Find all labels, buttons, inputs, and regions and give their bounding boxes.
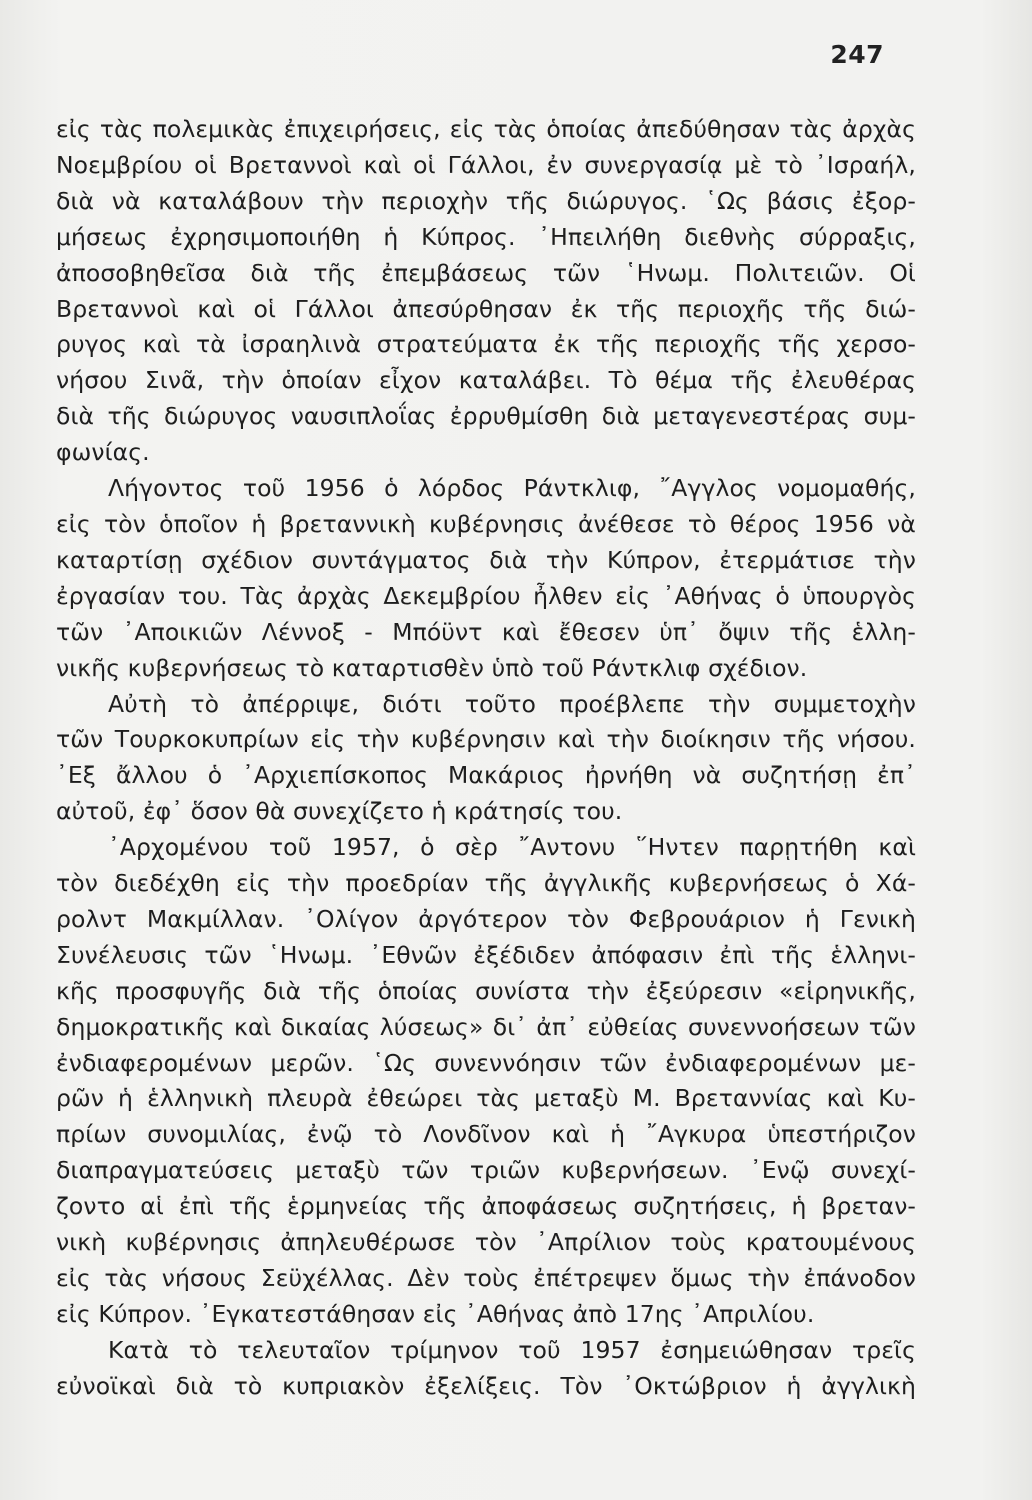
text-line: ᾽Εξ ἄλλου ὁ ᾽Αρχιεπίσκοπος Μακάριος ἠρνήθη νὰ συζητήσῃ ἐπ᾽	[56, 761, 916, 790]
text-line: νικῆς κυβερνήσεως τὸ καταρτισθὲν ὑπὸ τοῦ Ράντκλιφ σχέδιον.	[56, 653, 808, 682]
text-line: καταρτίσῃ σχέδιον συντάγματος διὰ τὴν Κύπρον, ἐτερμάτισε τὴν	[56, 545, 916, 574]
text-line: ρυγος καὶ τὰ ἰσραηλινὰ στρατεύματα ἐκ τῆς περιοχῆς τῆς χερσο-	[56, 330, 916, 359]
text-line: μήσεως ἐχρησιμοποιήθη ἡ Κύπρος. ᾽Ηπειλήθη διεθνὴς σύρραξις,	[56, 222, 916, 251]
text-line: τῶν Τουρκοκυπρίων εἰς τὴν κυβέρνησιν καὶ τὴν διοίκησιν τῆς νήσου.	[56, 725, 916, 754]
text-line: Νοεμβρίου οἱ Βρεταννοὶ καὶ οἱ Γάλλοι, ἐν συνεργασίᾳ μὲ τὸ ᾽Ισραήλ,	[56, 150, 916, 179]
text-line: ἐργασίαν του. Τὰς ἀρχὰς Δεκεμβρίου ἦλθεν εἰς ᾽Αθήνας ὁ ὑπουργὸς	[56, 581, 916, 610]
text-line: φωνίας.	[56, 438, 150, 467]
text-line: Συνέλευσις τῶν ῾Ηνωμ. ᾽Εθνῶν ἐξέδιδεν ἀπόφασιν ἐπὶ τῆς ἑλληνι-	[56, 940, 916, 969]
text-line: Κατὰ τὸ τελευταῖον τρίμηνον τοῦ 1957 ἐσημειώθησαν τρεῖς	[108, 1335, 916, 1364]
text-line: νήσου Σινᾶ, τὴν ὁποίαν εἶχον καταλάβει. Τὸ θέμα τῆς ἐλευθέρας	[56, 366, 916, 395]
text-line: Λήγοντος τοῦ 1956 ὁ λόρδος Ράντκλιφ, ῎Αγγλος νομομαθής,	[108, 474, 916, 503]
text-line: ἀποσοβηθεῖσα διὰ τῆς ἐπεμβάσεως τῶν ῾Ηνωμ. Πολιτειῶν. Οἱ	[56, 258, 916, 287]
text-line: εἰς Κύπρον. ᾽Εγκατεστάθησαν εἰς ᾽Αθήνας ἀπὸ 17ης ᾽Απριλίου.	[56, 1299, 815, 1328]
body-text	[56, 112, 916, 1405]
text-line: ρῶν ἡ ἑλληνικὴ πλευρὰ ἐθεώρει τὰς μεταξὺ Μ. Βρεταννίας καὶ Κυ-	[56, 1084, 916, 1113]
text-line: ἐνδιαφερομένων μερῶν. ῾Ως συνεννόησιν τῶν ἐνδιαφερομένων με-	[56, 1048, 916, 1077]
text-line: ζοντο αἱ ἐπὶ τῆς ἑρμηνείας τῆς ἀποφάσεως συζητήσεις, ἡ βρεταν-	[56, 1192, 916, 1221]
text-line: τὸν διεδέχθη εἰς τὴν προεδρίαν τῆς ἀγγλικῆς κυβερνήσεως ὁ Χά-	[56, 869, 916, 898]
text-line: εἰς τὰς νήσους Σεϋχέλλας. Δὲν τοὺς ἐπέτρεψεν ὅμως τὴν ἐπάνοδον	[56, 1264, 916, 1292]
text-line: αὐτοῦ, ἐφ᾽ ὅσον θὰ συνεχίζετο ἡ κράτησίς του.	[56, 797, 623, 826]
text-line: ρολντ Μακμίλλαν. ᾽Ολίγον ἀργότερον τὸν Φεβρουάριον ἡ Γενικὴ	[56, 904, 916, 933]
text-line: πρίων συνομιλίας, ἐνῷ τὸ Λονδῖνον καὶ ἡ ῎Αγκυρα ὑπεστήριζον	[56, 1120, 916, 1149]
text-line: ᾽Αρχομένου τοῦ 1957, ὁ σὲρ ῎Αντονυ ῞Ηντεν παρῃτήθη καὶ	[108, 833, 916, 862]
text-line: εἰς τὸν ὁποῖον ἡ βρεταννικὴ κυβέρνησις ἀνέθεσε τὸ θέρος 1956 νὰ	[56, 509, 916, 538]
text-line: νικὴ κυβέρνησις ἀπηλευθέρωσε τὸν ᾽Απρίλιον τοὺς κρατουμένους	[56, 1228, 916, 1257]
text-line: Αὐτὴ τὸ ἀπέρριψε, διότι τοῦτο προέβλεπε τὴν συμμετοχὴν	[108, 689, 916, 718]
text-line: διὰ τῆς διώρυγος ναυσιπλοΐας ἐρρυθμίσθη διὰ μεταγενεστέρας συμ-	[56, 402, 916, 431]
text-line: εὐνοϊκαὶ διὰ τὸ κυπριακὸν ἐξελίξεις. Τὸν ᾽Οκτώβριον ἡ ἀγγλικὴ	[56, 1371, 916, 1400]
text-line: δημοκρατικῆς καὶ δικαίας λύσεως» δι᾽ ἀπ᾽ εὐθείας συνεννοήσεων τῶν	[56, 1012, 916, 1041]
text-line: τῶν ᾽Αποικιῶν Λέννοξ - Μπόϋντ καὶ ἔθεσεν ὑπ᾽ ὄψιν τῆς ἑλλη-	[56, 617, 916, 646]
text-line: διαπραγματεύσεις μεταξὺ τῶν τριῶν κυβερνήσεων. ᾽Ενῷ συνεχί-	[56, 1156, 916, 1185]
text-line: κῆς προσφυγῆς διὰ τῆς ὁποίας συνίστα τὴν ἐξεύρεσιν «εἰρηνικῆς,	[56, 976, 916, 1005]
page-number: 247	[830, 40, 884, 69]
text-line: Βρεταννοὶ καὶ οἱ Γάλλοι ἀπεσύρθησαν ἐκ τῆς περιοχῆς τῆς διώ-	[56, 294, 916, 323]
text-line: εἰς τὰς πολεμικὰς ἐπιχειρήσεις, εἰς τὰς ὁποίας ἀπεδύθησαν τὰς ἀρχὰς	[56, 115, 916, 143]
text-line: διὰ νὰ καταλάβουν τὴν περιοχὴν τῆς διώρυγος. ῾Ως βάσις ἐξορ-	[56, 186, 916, 215]
